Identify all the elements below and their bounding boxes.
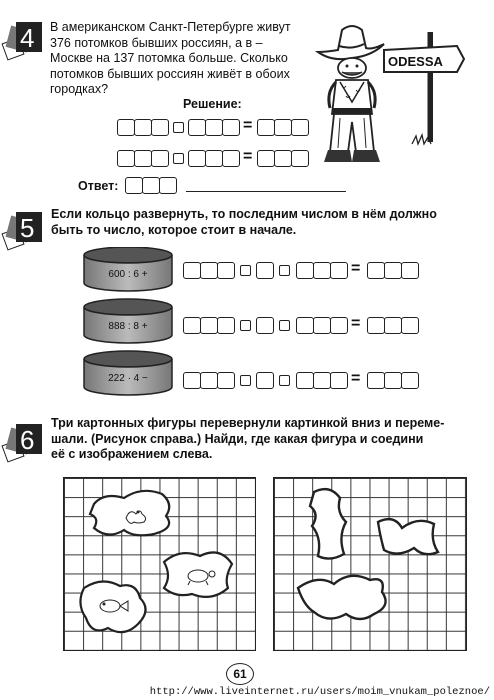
answer-box[interactable] [384,372,402,389]
answer-box[interactable] [291,150,309,167]
cardboard-figure-fish[interactable] [80,581,145,632]
answer-box[interactable] [134,119,152,136]
task-4-line: потомков бывших россиян живёт в обоих [50,66,290,81]
ring-3-label: 222 · 4 − [108,373,148,384]
answer-box[interactable] [151,119,169,136]
answer-box[interactable] [296,317,314,334]
ring-2-label: 888 : 8 + [108,321,148,332]
cowboy-illustration [312,22,472,172]
task-5-text [51,207,491,238]
answer-box[interactable] [401,372,419,389]
ring-3 [84,351,172,395]
answer-box[interactable] [257,119,275,136]
answer-box[interactable] [291,119,309,136]
left-grid [63,477,256,651]
answer-box[interactable] [367,317,385,334]
equals-sign: = [351,315,361,332]
answer-box[interactable] [330,372,348,389]
answer-box[interactable] [313,317,331,334]
solution-label: Решение: [183,97,242,111]
answer-box[interactable] [183,262,201,279]
task-6-badge [8,424,44,460]
flipped-figure-3[interactable] [298,576,386,619]
answer-box[interactable] [200,372,218,389]
flipped-figure-2[interactable] [378,519,438,554]
answer-box[interactable] [134,150,152,167]
answer-line[interactable] [186,191,346,192]
operator-box[interactable] [240,375,251,386]
equals-sign: = [351,370,361,387]
answer-box[interactable] [222,119,240,136]
answer-box[interactable] [205,150,223,167]
answer-box[interactable] [200,317,218,334]
answer-box[interactable] [183,317,201,334]
answer-box[interactable] [256,317,274,334]
task-4-text [50,20,320,98]
task-4-line: Москве на 137 потомка больше. Сколько [50,51,288,65]
answer-box[interactable] [217,372,235,389]
equals-sign: = [243,117,253,134]
task-5-line: быть то число, которое стоит в начале. [51,222,297,237]
answer-box[interactable] [296,372,314,389]
right-grid [273,477,467,651]
answer-box[interactable] [256,372,274,389]
cardboard-figure-turtle[interactable] [164,552,232,596]
flipped-figure-1[interactable] [310,489,346,558]
task-6-line: её с изображением слева. [51,447,213,461]
operator-box[interactable] [173,153,184,164]
task-4-badge [8,22,44,58]
answer-box[interactable] [188,119,206,136]
operator-box[interactable] [240,265,251,276]
answer-box[interactable] [401,317,419,334]
task-5-badge [8,212,44,248]
sign-text: ODESSA [388,54,443,69]
answer-box[interactable] [401,262,419,279]
answer-box[interactable] [296,262,314,279]
answer-box[interactable] [151,150,169,167]
answer-box[interactable] [384,317,402,334]
ring-1 [84,247,172,291]
answer-box[interactable] [313,372,331,389]
answer-box[interactable] [188,150,206,167]
answer-box[interactable] [313,262,331,279]
answer-box[interactable] [159,177,177,194]
task-5-line: Если кольцо развернуть, то последним числом в нём должно [51,207,437,221]
equals-sign: = [351,260,361,277]
task-6-text [51,416,491,463]
operator-box[interactable] [279,375,290,386]
operator-box[interactable] [279,320,290,331]
footer-url[interactable]: http://www.liveinternet.ru/users/moim_vnukam_poleznoe/ [149,686,490,698]
answer-box[interactable] [205,119,223,136]
answer-box[interactable] [117,150,135,167]
answer-box[interactable] [217,262,235,279]
answer-box[interactable] [257,150,275,167]
task-4-number: 4 [20,23,35,53]
answer-box[interactable] [256,262,274,279]
answer-box[interactable] [330,262,348,279]
answer-box[interactable] [222,150,240,167]
answer-box[interactable] [384,262,402,279]
answer-box[interactable] [125,177,143,194]
task-5-number: 5 [20,213,35,243]
answer-label: Ответ: [78,179,119,193]
operator-box[interactable] [173,122,184,133]
task-4-line: В американском Санкт-Петербурге живут [50,20,291,34]
task-6-line: шали. (Рисунок справа.) Найди, где какая фигура и соедини [51,431,424,446]
answer-box[interactable] [367,372,385,389]
task-4-line: 376 потомков бывших россиян, а в – [50,35,263,50]
answer-box[interactable] [200,262,218,279]
answer-box[interactable] [117,119,135,136]
task-6-line: Три картонных фигуры перевернули картинкой вниз и переме- [51,416,445,430]
answer-box[interactable] [142,177,160,194]
operator-box[interactable] [240,320,251,331]
answer-box[interactable] [183,372,201,389]
answer-box[interactable] [274,119,292,136]
answer-box[interactable] [274,150,292,167]
operator-box[interactable] [279,265,290,276]
task-6-number: 6 [20,425,35,455]
answer-box[interactable] [367,262,385,279]
equals-sign: = [243,148,253,165]
answer-box[interactable] [330,317,348,334]
task-4-line: городках? [50,82,109,96]
rings-illustration [80,247,180,397]
ring-1-label: 600 : 6 + [108,269,148,280]
page-number: 61 [226,663,254,685]
ring-2 [84,299,172,343]
answer-box[interactable] [217,317,235,334]
